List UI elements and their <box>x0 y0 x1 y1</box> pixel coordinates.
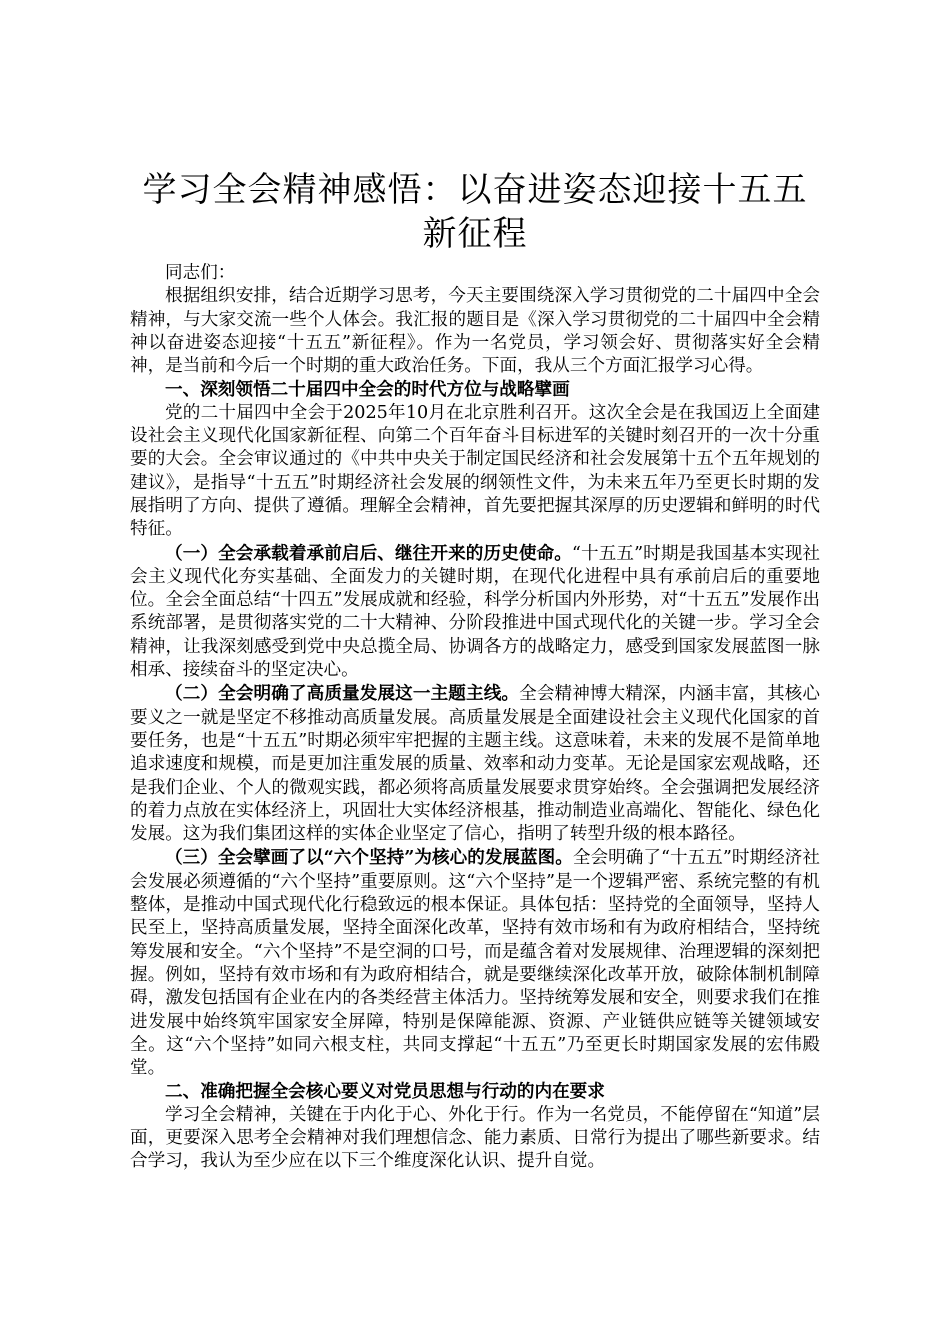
section-1-body: 党的二十届四中全会于2025年10月在北京胜利召开。这次全会是在我国迈上全面建设社会主义现代化国家新征程、向第二个百年奋斗目标进军的关键时刻召开的一次十分重要的大会。全会审议通过的《中共中央关于制定国民经济和社会发展第十五个五年规划的建议》，是指导“十五五”时期经济社会发展的纲领性文件，为未来五年乃至更长时期的发展指明了方向、提供了遵循。理解全会精神，首先要把握其深厚的历史逻辑和鲜明的时代特征。 <box>130 402 820 540</box>
intro-paragraph: 根据组织安排，结合近期学习思考，今天主要围绕深入学习贯彻党的二十届四中全会精神，与大家交流一些个人体会。我汇报的题目是《深入学习贯彻党的二十届四中全会精神以奋进姿态迎接“十五五”新征程》。作为一名党员，学习领会好、贯彻落实好全会精神，是当前和今后一个时期的重大政治任务。下面，我从三个方面汇报学习心得。 <box>130 286 820 377</box>
section-2-heading: 二、准确把握全会核心要义对党员思想与行动的内在要求 <box>165 1081 605 1103</box>
point-1-lead: （一）全会承载着承前启后、继往开来的历史使命。 <box>165 542 572 564</box>
point-2-paragraph <box>130 682 820 846</box>
document-page <box>130 168 820 1174</box>
salutation: 同志们： <box>165 263 236 283</box>
point-3-paragraph <box>130 846 820 1080</box>
point-1-paragraph <box>130 542 820 683</box>
section-1-heading: 一、深刻领悟二十届四中全会的时代方位与战略擘画 <box>165 379 570 401</box>
point-1-body: “十五五”时期是我国基本实现社会主义现代化夯实基础、全面发力的关键时期，在现代化进程中具有承前启后的重要地位。全会全面总结“十四五”发展成就和经验，科学分析国内外形势，对“十五五”发展作出系统部署，是贯彻落实党的二十大精神、分阶段推进中国式现代化的关键一步。学习全会精神，让我深刻感受到党中央总揽全局、协调各方的战略定力，感受到国家发展蓝图一脉相承、接续奋斗的坚定决心。 <box>130 543 820 681</box>
point-2-lead: （二）全会明确了高质量发展这一主题主线。 <box>165 683 520 705</box>
point-3-body: 全会明确了“十五五”时期经济社会发展必须遵循的“六个坚持”重要原则。这“六个坚持”是一个逻辑严密、系统完整的有机整体，是推动中国式现代化行稳致远的根本保证。具体包括：坚持党的全面领导，坚持人民至上，坚持高质量发展，坚持全面深化改革，坚持有效市场和有为政府相结合，坚持统筹发展和安全。“六个坚持”不是空洞的口号，而是蕴含着对发展规律、治理逻辑的深刻把握。例如，坚持有效市场和有为政府相结合，就是要继续深化改革开放，破除体制机制障碍，激发包括国有企业在内的各类经营主体活力。坚持统筹发展和安全，则要求我们在推进发展中始终筑牢国家安全屏障，特别是保障能源、资源、产业链供应链等关键领域安全。这“六个坚持”如同六根支柱，共同支撑起“十五五”乃至更长时期国家发展的宏伟殿堂。 <box>130 848 820 1079</box>
point-2-body: 全会精神博大精深，内涵丰富，其核心要义之一就是坚定不移推动高质量发展。高质量发展是全面建设社会主义现代化国家的首要任务，也是“十五五”时期必须牢牢把握的主题主线。这意味着，未来的发展不是简单地追求速度和规模，而是更加注重发展的质量、效率和动力变革。无论是国家宏观战略，还是我们企业、个人的微观实践，都必须将高质量发展要求贯穿始终。全会强调把发展经济的着力点放在实体经济上，巩固壮大实体经济根基，推动制造业高端化、智能化、绿色化发展。这为我们集团这样的实体企业坚定了信心，指明了转型升级的根本路径。 <box>130 684 820 845</box>
section-2-body: 学习全会精神，关键在于内化于心、外化于行。作为一名党员，不能停留在“知道”层面，更要深入思考全会精神对我们理想信念、能力素质、日常行为提出了哪些新要求。结合学习，我认为至少应在以下三个维度深化认识、提升自觉。 <box>130 1104 820 1172</box>
point-3-lead: （三）全会擘画了以“六个坚持”为核心的发展蓝图。 <box>165 847 573 869</box>
document-title: 学习全会精神感悟：以奋进姿态迎接十五五新征程 <box>142 170 808 254</box>
